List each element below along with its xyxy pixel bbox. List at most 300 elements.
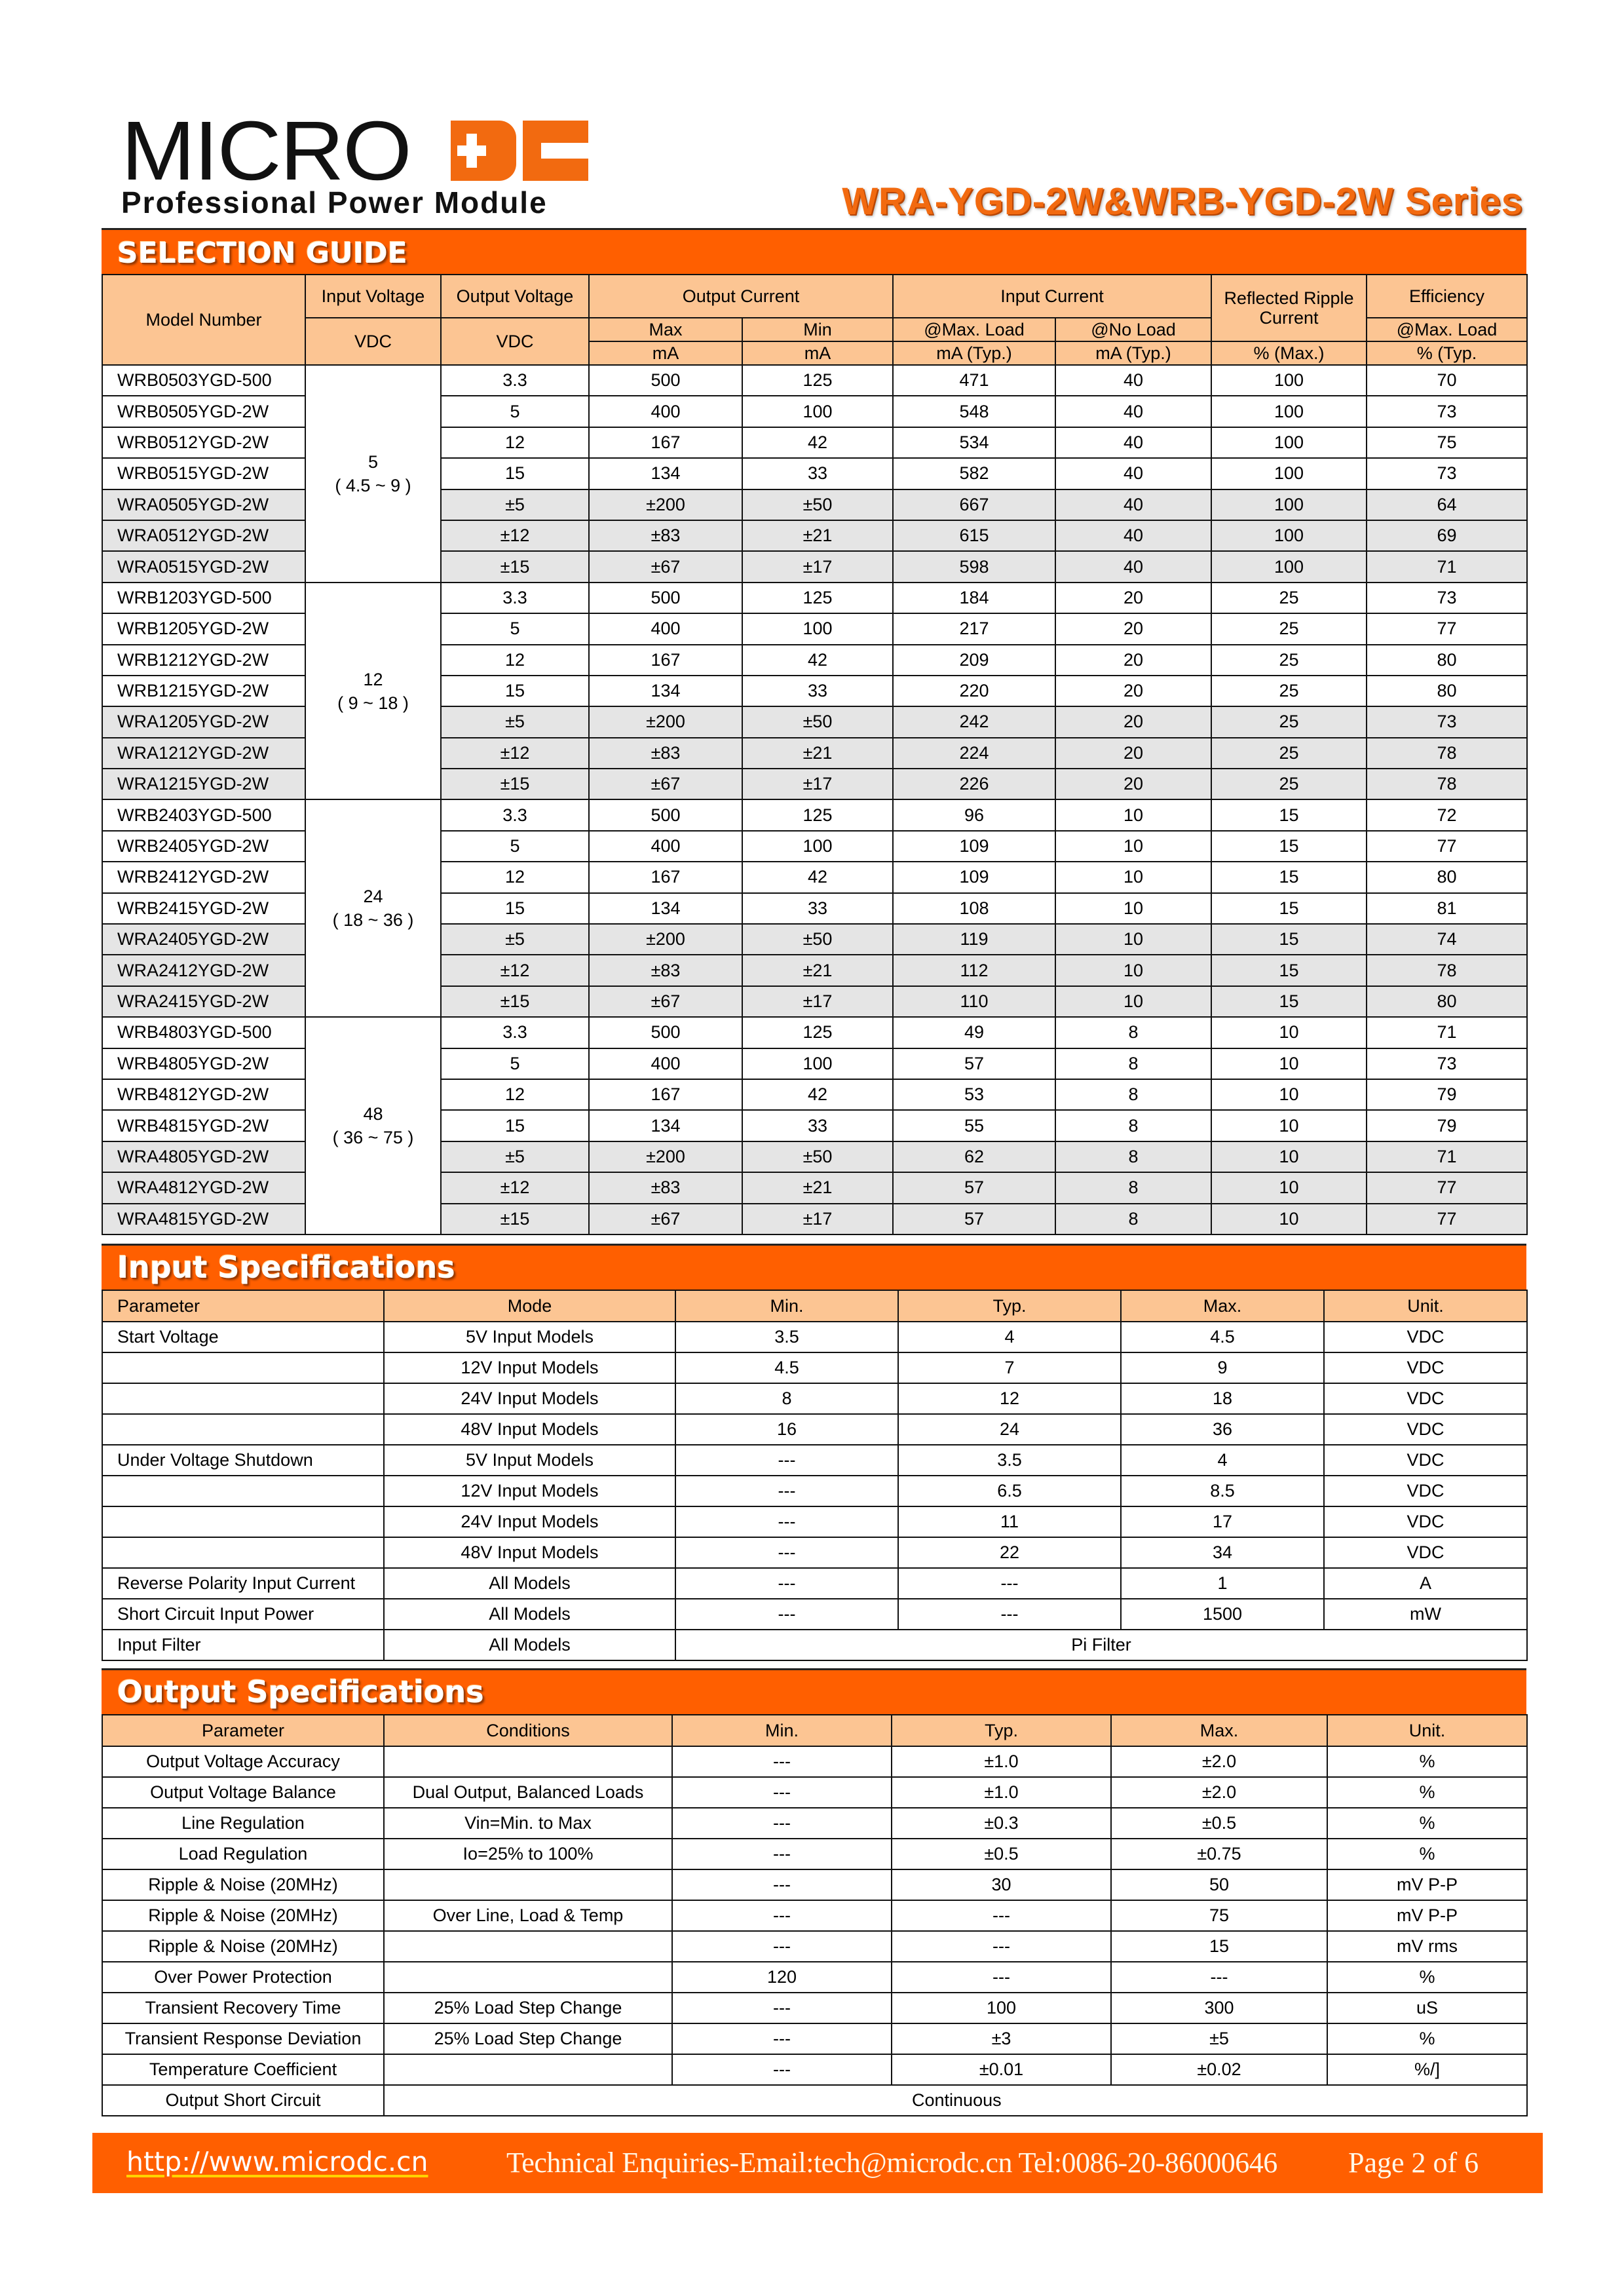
section-title: Output Specifications	[117, 1674, 484, 1710]
cell-reflected-ripple: 100	[1211, 365, 1367, 396]
cell-model: WRB0503YGD-500	[102, 365, 305, 396]
cell-typ: ±1.0	[892, 1777, 1111, 1808]
cell-min: ---	[675, 1476, 898, 1506]
col-header-typ: Typ.	[898, 1290, 1121, 1322]
cell-output-voltage: 12	[441, 427, 589, 458]
cell-min: 120	[672, 1962, 892, 1993]
cell-efficiency: 73	[1367, 396, 1527, 427]
cell-param	[102, 1383, 384, 1414]
cell-param: Output Voltage Accuracy	[102, 1746, 384, 1777]
cell-output-current-max: ±67	[589, 769, 742, 799]
cell-output-current-max: ±200	[589, 489, 742, 520]
cell-output-current-max: 500	[589, 1017, 742, 1048]
table-row	[102, 1808, 1527, 1839]
cell-reflected-ripple: 15	[1211, 986, 1367, 1017]
col-header-typ: Typ.	[892, 1715, 1111, 1746]
cell-output-current-min: ±50	[742, 1141, 893, 1172]
cell-efficiency: 71	[1367, 551, 1527, 582]
cell-output-current-min: 42	[742, 1079, 893, 1110]
cell-output-current-min: ±21	[742, 955, 893, 985]
table-row-output-short-circuit	[102, 2085, 1527, 2116]
cell-input-current-max-load: 242	[893, 706, 1055, 737]
table-row	[102, 1962, 1527, 1993]
cell-input-current-max-load: 49	[893, 1017, 1055, 1048]
cell-output-current-min: ±17	[742, 986, 893, 1017]
cell-input-current-max-load: 217	[893, 613, 1055, 644]
cell-efficiency: 69	[1367, 520, 1527, 551]
cell-model: WRA0515YGD-2W	[102, 551, 305, 582]
cell-typ: ±0.5	[892, 1839, 1111, 1869]
cell-min: ---	[672, 1900, 892, 1931]
logo-micro-text: MICRO	[121, 104, 411, 198]
col-unit-min: mA	[742, 341, 893, 365]
cell-min: ---	[672, 1993, 892, 2023]
cell-output-voltage: 3.3	[441, 365, 589, 396]
table-row	[102, 365, 1527, 396]
col-header-model: Model Number	[102, 275, 305, 365]
cell-efficiency: 64	[1367, 489, 1527, 520]
cell-min: 16	[675, 1414, 898, 1445]
brand-logo	[121, 104, 593, 220]
cell-typ: 3.5	[898, 1445, 1121, 1476]
cell-input-current-max-load: 548	[893, 396, 1055, 427]
cell-max: 17	[1121, 1506, 1324, 1537]
cell-output-current-max: 167	[589, 862, 742, 892]
cell-efficiency: 77	[1367, 613, 1527, 644]
logo-wordmark	[121, 104, 411, 198]
table-row	[102, 1445, 1527, 1476]
cell-typ: ±0.3	[892, 1808, 1111, 1839]
cell-min: ---	[675, 1445, 898, 1476]
cell-efficiency: 79	[1367, 1079, 1527, 1110]
cell-mode: 24V Input Models	[384, 1506, 675, 1537]
cell-output-current-min: 100	[742, 613, 893, 644]
cell-unit: VDC	[1324, 1476, 1527, 1506]
cell-max: ±0.75	[1111, 1839, 1327, 1869]
cell-output-current-max: ±83	[589, 738, 742, 769]
cell-efficiency: 73	[1367, 583, 1527, 613]
cell-output-current-min: ±50	[742, 489, 893, 520]
cell-reflected-ripple: 25	[1211, 583, 1367, 613]
cell-model: WRB4815YGD-2W	[102, 1110, 305, 1141]
input-voltage-nominal: 48	[363, 1104, 383, 1124]
cell-max: 50	[1111, 1869, 1327, 1900]
input-voltage-range: ( 4.5 ~ 9 )	[335, 475, 411, 495]
col-header-max: Max.	[1111, 1715, 1327, 1746]
table-row-input-filter	[102, 1630, 1527, 1660]
cell-output-current-min: 33	[742, 893, 893, 924]
cell-model: WRA4815YGD-2W	[102, 1204, 305, 1234]
cell-reflected-ripple: 25	[1211, 706, 1367, 737]
cell-param: Reverse Polarity Input Current	[102, 1568, 384, 1599]
cell-reflected-ripple: 10	[1211, 1110, 1367, 1141]
cell-unit: %	[1327, 1777, 1527, 1808]
cell-input-current-no-load: 20	[1055, 706, 1211, 737]
cell-output-current-min: ±21	[742, 1172, 893, 1203]
cell-param	[102, 1537, 384, 1568]
input-specs-table	[102, 1290, 1528, 1661]
table-row	[102, 583, 1527, 613]
cell-unit: VDC	[1324, 1506, 1527, 1537]
cell-input-current-max-load: 220	[893, 676, 1055, 706]
cell-input-current-max-load: 224	[893, 738, 1055, 769]
cell-output-current-max: ±200	[589, 1141, 742, 1172]
col-sub-no-load: @No Load	[1055, 318, 1211, 341]
cell-output-current-max: 400	[589, 613, 742, 644]
cell-typ: ±3	[892, 2023, 1111, 2054]
cell-input-voltage	[305, 799, 441, 1017]
cell-reflected-ripple: 15	[1211, 924, 1367, 955]
cell-efficiency: 73	[1367, 1048, 1527, 1079]
cell-input-current-no-load: 10	[1055, 955, 1211, 985]
output-specs-bar	[102, 1668, 1526, 1715]
table-row	[102, 2054, 1527, 2085]
cell-output-current-min: 100	[742, 831, 893, 862]
cell-reflected-ripple: 10	[1211, 1048, 1367, 1079]
cell-min: ---	[675, 1506, 898, 1537]
cell-typ: 100	[892, 1993, 1111, 2023]
cell-efficiency: 71	[1367, 1141, 1527, 1172]
col-header-output-voltage: Output Voltage	[441, 275, 589, 318]
cell-reflected-ripple: 100	[1211, 551, 1367, 582]
cell-reflected-ripple: 25	[1211, 738, 1367, 769]
cell-output-current-min: 100	[742, 1048, 893, 1079]
cell-input-current-no-load: 10	[1055, 986, 1211, 1017]
cell-output-current-min: 42	[742, 427, 893, 458]
cell-output-voltage: ±5	[441, 924, 589, 955]
cell-typ: 24	[898, 1414, 1121, 1445]
cell-efficiency: 80	[1367, 676, 1527, 706]
cell-input-current-max-load: 667	[893, 489, 1055, 520]
cell-output-voltage: 5	[441, 1048, 589, 1079]
cell-param: Transient Response Deviation	[102, 2023, 384, 2054]
cell-efficiency: 80	[1367, 645, 1527, 676]
input-voltage-range: ( 18 ~ 36 )	[332, 910, 414, 930]
cell-typ: ---	[898, 1568, 1121, 1599]
cell-unit: mW	[1324, 1599, 1527, 1630]
cell-output-voltage: 3.3	[441, 1017, 589, 1048]
cell-output-voltage: ±12	[441, 1172, 589, 1203]
cell-efficiency: 78	[1367, 738, 1527, 769]
cell-input-current-no-load: 40	[1055, 365, 1211, 396]
cell-output-current-min: ±21	[742, 520, 893, 551]
section-title: SELECTION GUIDE	[117, 237, 407, 270]
cell-output-current-max: 167	[589, 1079, 742, 1110]
cell-input-current-max-load: 471	[893, 365, 1055, 396]
cell-output-current-min: 42	[742, 645, 893, 676]
cell-model: WRB1205YGD-2W	[102, 613, 305, 644]
cell-param: Ripple & Noise (20MHz)	[102, 1900, 384, 1931]
cell-input-current-no-load: 10	[1055, 862, 1211, 892]
website-link[interactable]: http://www.microdc.cn	[126, 2146, 428, 2177]
cell-reflected-ripple: 10	[1211, 1079, 1367, 1110]
cell-reflected-ripple: 100	[1211, 489, 1367, 520]
cell-input-current-no-load: 20	[1055, 676, 1211, 706]
cell-typ: 4	[898, 1322, 1121, 1352]
cell-model: WRB1212YGD-2W	[102, 645, 305, 676]
cell-input-current-no-load: 20	[1055, 613, 1211, 644]
cell-model: WRA4812YGD-2W	[102, 1172, 305, 1203]
cell-mode: 48V Input Models	[384, 1414, 675, 1445]
cell-min: 4.5	[675, 1352, 898, 1383]
cell-input-current-max-load: 534	[893, 427, 1055, 458]
cell-output-current-min: ±17	[742, 1204, 893, 1234]
cell-max: 4.5	[1121, 1322, 1324, 1352]
cell-input-current-max-load: 184	[893, 583, 1055, 613]
table-row	[102, 1322, 1527, 1352]
cell-typ: ---	[892, 1900, 1111, 1931]
cell-input-current-no-load: 8	[1055, 1172, 1211, 1203]
cell-efficiency: 70	[1367, 365, 1527, 396]
cell-model: WRB4803YGD-500	[102, 1017, 305, 1048]
cell-input-current-no-load: 10	[1055, 831, 1211, 862]
cell-cond	[384, 1931, 672, 1962]
cell-typ: 30	[892, 1869, 1111, 1900]
page-footer	[92, 2133, 1543, 2193]
cell-output-current-max: ±83	[589, 520, 742, 551]
input-specs-body	[102, 1322, 1527, 1630]
cell-param: Short Circuit Input Power	[102, 1599, 384, 1630]
cell-unit: mV P-P	[1327, 1900, 1527, 1931]
cell-max: 75	[1111, 1900, 1327, 1931]
cell-input-current-no-load: 40	[1055, 458, 1211, 489]
col-unit-ripple: % (Max.)	[1211, 341, 1367, 365]
cell-output-current-min: 33	[742, 458, 893, 489]
cell-efficiency: 79	[1367, 1110, 1527, 1141]
cell-output-current-max: 500	[589, 583, 742, 613]
cell-model: WRA2405YGD-2W	[102, 924, 305, 955]
cell-output-current-min: 125	[742, 799, 893, 830]
cell-efficiency: 72	[1367, 799, 1527, 830]
cell-unit: %	[1327, 1746, 1527, 1777]
col-unit-max: mA	[589, 341, 742, 365]
cell-efficiency: 73	[1367, 458, 1527, 489]
cell-max: 1500	[1121, 1599, 1324, 1630]
cell-min: ---	[672, 1839, 892, 1869]
cell-output-current-max: 134	[589, 676, 742, 706]
cell-unit: mV P-P	[1327, 1869, 1527, 1900]
cell-output-current-max: 400	[589, 1048, 742, 1079]
cell-max: ±0.5	[1111, 1808, 1327, 1839]
table-row	[102, 799, 1527, 830]
cell-reflected-ripple: 10	[1211, 1204, 1367, 1234]
cell-input-current-no-load: 20	[1055, 738, 1211, 769]
col-header-conditions: Conditions	[384, 1715, 672, 1746]
cell-output-current-max: 400	[589, 831, 742, 862]
cell-model: WRA2412YGD-2W	[102, 955, 305, 985]
cell-unit: VDC	[1324, 1383, 1527, 1414]
cell-param	[102, 1352, 384, 1383]
cell-input-current-max-load: 109	[893, 862, 1055, 892]
cell-input-current-max-load: 119	[893, 924, 1055, 955]
col-unit-input-voltage: VDC	[305, 318, 441, 365]
cell-min: ---	[672, 2054, 892, 2085]
cell-output-current-max: ±67	[589, 1204, 742, 1234]
cell-output-current-min: ±50	[742, 924, 893, 955]
cell-cond: Over Line, Load & Temp	[384, 1900, 672, 1931]
cell-reflected-ripple: 100	[1211, 396, 1367, 427]
cell-model: WRA2415YGD-2W	[102, 986, 305, 1017]
page-number: Page 2 of 6	[1348, 2147, 1479, 2179]
col-header-min: Min.	[675, 1290, 898, 1322]
cell-output-current-min: ±50	[742, 706, 893, 737]
cell-model: WRA0512YGD-2W	[102, 520, 305, 551]
col-unit-output-voltage: VDC	[441, 318, 589, 365]
col-header-min: Min.	[672, 1715, 892, 1746]
cell-typ: 12	[898, 1383, 1121, 1414]
cell-input-current-max-load: 112	[893, 955, 1055, 985]
cell-input-current-max-load: 110	[893, 986, 1055, 1017]
cell-input-current-no-load: 20	[1055, 645, 1211, 676]
cell-typ: ---	[892, 1931, 1111, 1962]
cell-min: ---	[672, 1931, 892, 1962]
cell-model: WRA4805YGD-2W	[102, 1141, 305, 1172]
table-row	[102, 1777, 1527, 1808]
table-row	[102, 1352, 1527, 1383]
cell-param: Start Voltage	[102, 1322, 384, 1352]
table-row	[102, 2023, 1527, 2054]
cell-min: ---	[675, 1537, 898, 1568]
cell-min: 8	[675, 1383, 898, 1414]
cell-input-current-max-load: 57	[893, 1204, 1055, 1234]
cell-cond: 25% Load Step Change	[384, 1993, 672, 2023]
cell-unit: uS	[1327, 1993, 1527, 2023]
table-row	[102, 1869, 1527, 1900]
input-voltage-nominal: 5	[368, 451, 379, 472]
col-header-mode: Mode	[384, 1290, 675, 1322]
cell-mode: All Models	[384, 1599, 675, 1630]
cell-input-current-max-load: 62	[893, 1141, 1055, 1172]
input-voltage-nominal: 24	[363, 887, 383, 907]
cell-max: 1	[1121, 1568, 1324, 1599]
cell-output-current-max: ±83	[589, 955, 742, 985]
cell-output-current-max: 134	[589, 1110, 742, 1141]
table-row	[102, 1383, 1527, 1414]
cell-input-current-max-load: 57	[893, 1048, 1055, 1079]
cell-output-voltage: 12	[441, 862, 589, 892]
cell-output-current-min: ±17	[742, 551, 893, 582]
section-title: Input Specifications	[117, 1250, 455, 1285]
cell-input-current-no-load: 40	[1055, 427, 1211, 458]
cell-efficiency: 81	[1367, 893, 1527, 924]
col-header-efficiency: Efficiency	[1367, 275, 1527, 318]
col-header-input-voltage: Input Voltage	[305, 275, 441, 318]
cell-mode: 48V Input Models	[384, 1537, 675, 1568]
cell-output-current-max: ±67	[589, 551, 742, 582]
cell-min: ---	[672, 1777, 892, 1808]
cell-max: 15	[1111, 1931, 1327, 1962]
cell-reflected-ripple: 15	[1211, 955, 1367, 985]
cell-input-current-no-load: 10	[1055, 799, 1211, 830]
cell-unit: %	[1327, 1808, 1527, 1839]
cell-typ: ±1.0	[892, 1746, 1111, 1777]
cell-output-voltage: ±15	[441, 551, 589, 582]
cell-input-current-max-load: 109	[893, 831, 1055, 862]
cell-param: Line Regulation	[102, 1808, 384, 1839]
cell-output-current-min: 125	[742, 365, 893, 396]
table-row	[102, 1931, 1527, 1962]
cell-reflected-ripple: 15	[1211, 831, 1367, 862]
cell-param: Under Voltage Shutdown	[102, 1445, 384, 1476]
cell-cond: 25% Load Step Change	[384, 2023, 672, 2054]
input-voltage-range: ( 9 ~ 18 )	[337, 693, 409, 713]
contact-info: Technical Enquiries-Email:tech@microdc.cn Tel:0086-20-86000646	[506, 2147, 1277, 2179]
series-title: WRA-YGD-2W&WRB-YGD-2W Series	[842, 180, 1523, 223]
cell-cond: Vin=Min. to Max	[384, 1808, 672, 1839]
cell-mode: All Models	[384, 1568, 675, 1599]
cell-param: Temperature Coefficient	[102, 2054, 384, 2085]
cell-unit: VDC	[1324, 1352, 1527, 1383]
cell-value: Pi Filter	[675, 1630, 1527, 1660]
col-sub-min: Min	[742, 318, 893, 341]
cell-output-current-min: 125	[742, 583, 893, 613]
cell-unit: VDC	[1324, 1445, 1527, 1476]
cell-input-current-max-load: 55	[893, 1110, 1055, 1141]
cell-value: Continuous	[384, 2085, 1527, 2116]
cell-unit: %/]	[1327, 2054, 1527, 2085]
cell-input-current-no-load: 8	[1055, 1110, 1211, 1141]
cell-output-current-max: ±83	[589, 1172, 742, 1203]
cell-max: ±0.02	[1111, 2054, 1327, 2085]
cell-cond: Dual Output, Balanced Loads	[384, 1777, 672, 1808]
cell-output-voltage: ±5	[441, 1141, 589, 1172]
cell-reflected-ripple: 10	[1211, 1017, 1367, 1048]
cell-output-voltage: ±12	[441, 738, 589, 769]
cell-unit: mV rms	[1327, 1931, 1527, 1962]
selection-guide-body	[102, 365, 1527, 1234]
table-row	[102, 1414, 1527, 1445]
cell-mode: 5V Input Models	[384, 1322, 675, 1352]
cell-typ: 6.5	[898, 1476, 1121, 1506]
cell-typ: ±0.01	[892, 2054, 1111, 2085]
cell-output-current-min: ±21	[742, 738, 893, 769]
table-row	[102, 1568, 1527, 1599]
cell-input-current-no-load: 10	[1055, 924, 1211, 955]
cell-input-current-max-load: 615	[893, 520, 1055, 551]
col-unit-no-load: mA (Typ.)	[1055, 341, 1211, 365]
cell-param	[102, 1476, 384, 1506]
cell-output-current-max: 167	[589, 645, 742, 676]
logo-dc-plus-icon	[451, 121, 588, 181]
cell-max: 8.5	[1121, 1476, 1324, 1506]
cell-model: WRB1203YGD-500	[102, 583, 305, 613]
cell-unit: %	[1327, 1839, 1527, 1869]
cell-efficiency: 71	[1367, 1017, 1527, 1048]
cell-typ: ---	[898, 1599, 1121, 1630]
cell-output-voltage: 12	[441, 645, 589, 676]
cell-max: 9	[1121, 1352, 1324, 1383]
cell-model: WRB2405YGD-2W	[102, 831, 305, 862]
input-voltage-nominal: 12	[363, 669, 383, 689]
output-specs-body	[102, 1746, 1527, 2085]
cell-unit: %	[1327, 2023, 1527, 2054]
col-header-unit: Unit.	[1327, 1715, 1527, 1746]
cell-input-current-max-load: 108	[893, 893, 1055, 924]
col-unit-max-load: mA (Typ.)	[893, 341, 1055, 365]
cell-output-current-min: 33	[742, 1110, 893, 1141]
cell-input-voltage	[305, 365, 441, 583]
input-voltage-range: ( 36 ~ 75 )	[332, 1128, 414, 1148]
cell-cond	[384, 1746, 672, 1777]
cell-reflected-ripple: 25	[1211, 676, 1367, 706]
cell-reflected-ripple: 25	[1211, 645, 1367, 676]
cell-model: WRB0505YGD-2W	[102, 396, 305, 427]
cell-mode: 24V Input Models	[384, 1383, 675, 1414]
cell-model: WRB4812YGD-2W	[102, 1079, 305, 1110]
cell-max: 300	[1111, 1993, 1327, 2023]
cell-input-current-no-load: 40	[1055, 520, 1211, 551]
cell-input-current-max-load: 209	[893, 645, 1055, 676]
